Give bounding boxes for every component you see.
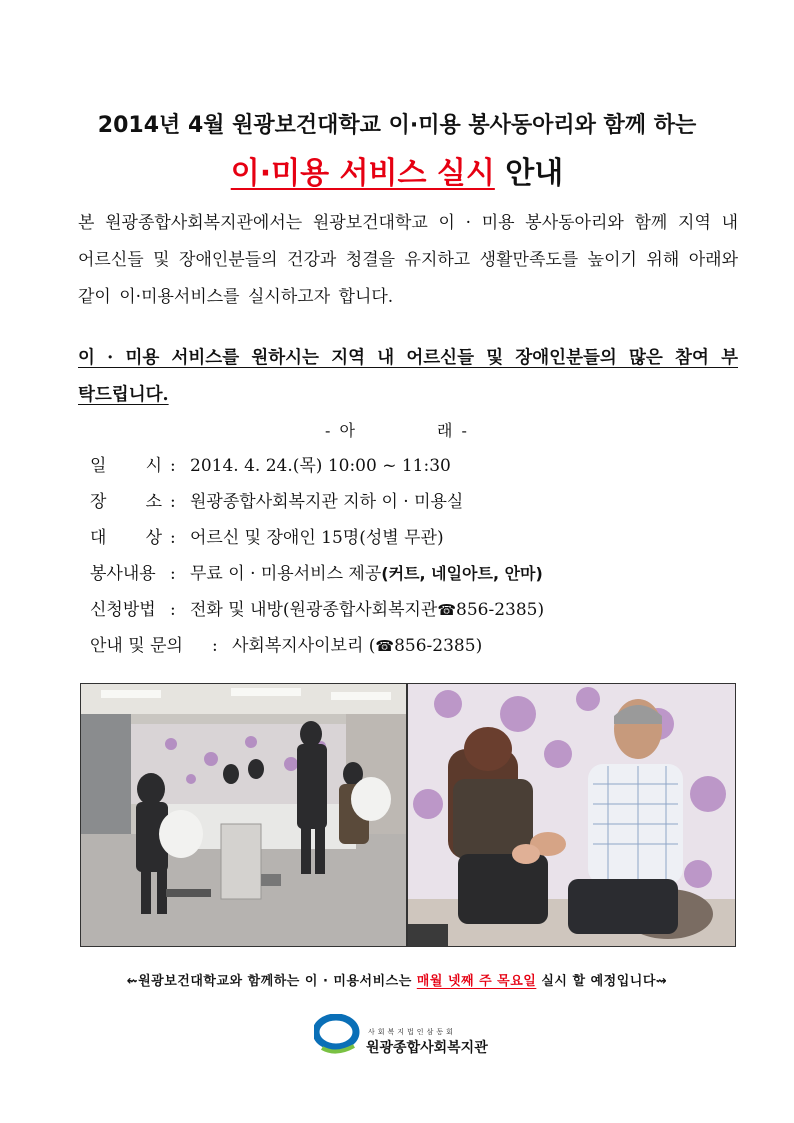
footer-highlight: 매월 넷째 주 목요일 [416,974,537,989]
detail-label-part: 소 [145,492,162,512]
footer-suffix: 실시 할 예정입니다⇝ [536,974,668,989]
detail-row-place: 장 소 : 원광종합사회복지관 지하 이 · 미용실 [90,484,750,520]
footer-prefix: ⇜원광보건대학교와 함께하는 이 · 미용서비스는 [126,974,417,989]
logo-foundation-text: 사회복지법인삼동회 [368,1028,456,1036]
detail-row-date: 일 시 : 2014. 4. 24.(목) 10:00 ~ 11:30 [90,448,750,484]
detail-value: 전화 및 내방(원광종합사회복지관 [190,600,438,620]
detail-row-apply: 신청방법 : 전화 및 내방(원광종합사회복지관 ☎ 856-2385) [90,592,750,628]
footer-note [0,970,794,989]
detail-label [90,520,162,556]
detail-label [90,484,162,520]
request-text: 이 · 미용 서비스를 원하시는 지역 내 어르신들 및 장애인분들의 많은 참여 부탁드립니다. [78,348,738,405]
detail-value: 사회복지사이보리 ( [232,636,376,656]
logo-center-name: 원광종합사회복지관 [366,1040,488,1056]
detail-label-part: 대 [90,528,107,548]
hand-massage-photo [407,683,736,947]
detail-value: 원광종합사회복지관 지하 이 · 미용실 [190,492,464,512]
detail-label-part: 상 [145,528,162,548]
detail-value: 무료 이 · 미용서비스 제공 [190,564,382,584]
detail-label: 봉사내용 [90,564,156,584]
detail-row-contact: 안내 및 문의 : 사회복지사이보리 ( ☎ 856-2385) [90,628,750,664]
detail-value-end: 856-2385) [394,636,483,656]
subtitle-suffix: 안내 [505,156,564,191]
detail-row-target: 대 상 : 어르신 및 장애인 15명(성별 무관) [90,520,750,556]
detail-value: 2014. 4. 24.(목) 10:00 ~ 11:30 [190,456,451,476]
detail-label-part: 일 [90,456,107,476]
document-subtitle [0,148,794,192]
detail-value: 어르신 및 장애인 15명(성별 무관) [190,528,444,548]
salon-room-photo [80,683,407,947]
detail-label [90,448,162,484]
notice-left: - 아 [325,421,357,440]
detail-label-part: 장 [90,492,107,512]
phone-icon: ☎ [437,601,457,619]
details-list [90,448,750,664]
subtitle-highlight: 이·미용 서비스 실시 [230,156,495,191]
detail-label: 안내 및 문의 [90,636,183,656]
notice-right: 래 - [437,421,469,440]
detail-label-part: 시 [145,456,162,476]
request-paragraph [78,340,738,414]
detail-value-bold: (커트, 네일아트, 안마) [381,564,543,583]
detail-row-service: 봉사내용 : 무료 이 · 미용서비스 제공 (커트, 네일아트, 안마) [90,556,750,592]
notice-heading [0,418,794,441]
detail-label: 신청방법 [90,600,156,620]
phone-icon: ☎ [375,637,395,655]
detail-value-end: 856-2385) [456,600,545,620]
document-title: 2014년 4월 원광보건대학교 이·미용 봉사동아리와 함께 하는 [97,113,697,138]
intro-paragraph: 본 원광종합사회복지관에서는 원광보건대학교 이 · 미용 봉사동아리와 함께 지역 내 어르신들 및 장애인분들의 건강과 청결을 유지하고 생활만족도를 높이기 위해 아래와 같이 이·미용서비스를 실시하고자 합니다. [78,213,738,307]
